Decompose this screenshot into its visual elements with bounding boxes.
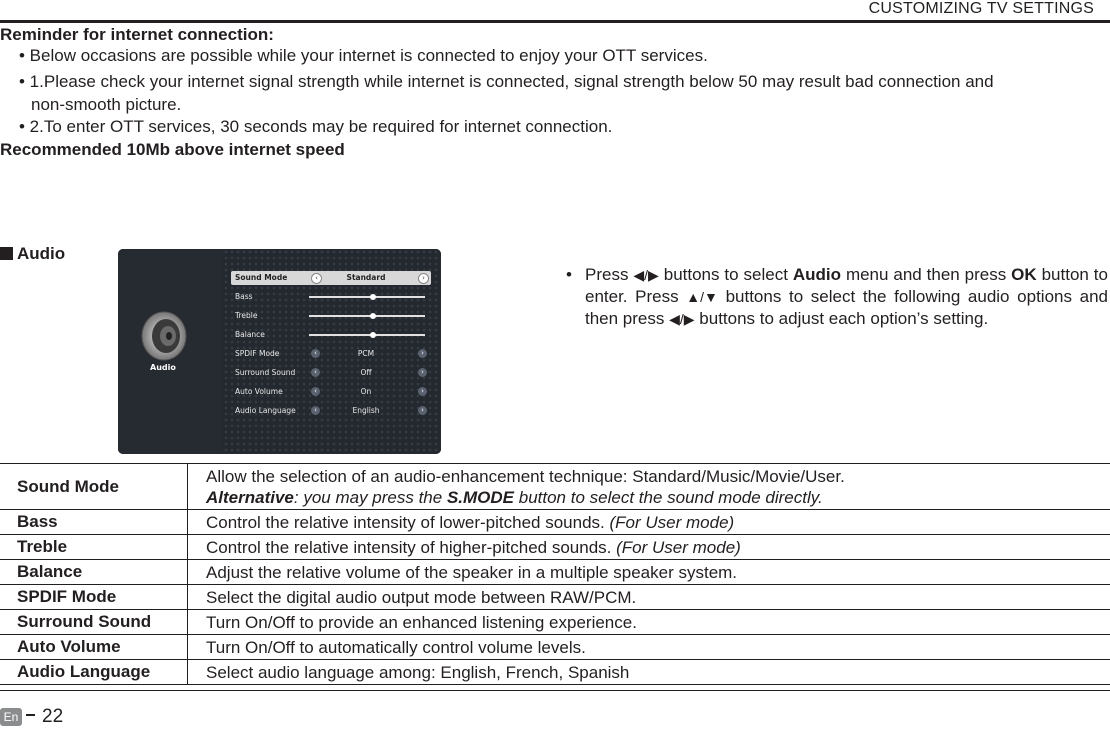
table-row — [0, 560, 1110, 585]
description-note: (For User mode) — [616, 537, 741, 557]
left-right-arrows-icon: ◀/▶ — [633, 267, 659, 283]
chevron-left-icon[interactable]: ‹ — [311, 406, 320, 415]
language-badge: En — [0, 708, 22, 726]
tv-menu-row-value: PCM — [357, 349, 375, 358]
section-title: CUSTOMIZING TV SETTINGS — [868, 0, 1094, 17]
reminder-heading: Reminder for internet connection: — [0, 25, 274, 44]
tv-menu-row[interactable] — [231, 347, 431, 361]
chevron-right-icon[interactable]: › — [418, 387, 427, 396]
table-row — [0, 635, 1110, 660]
tv-menu-row-value: English — [352, 406, 380, 415]
option-name: Audio Language — [0, 660, 188, 685]
chevron-left-icon[interactable]: ‹ — [311, 349, 320, 358]
page-dash — [26, 714, 35, 716]
description-text: Control the relative intensity of lower-pitched sounds. — [206, 512, 605, 532]
tv-menu-row-label: Sound Mode — [235, 273, 288, 282]
chevron-left-icon[interactable]: ‹ — [311, 368, 320, 377]
tv-menu-row-value: On — [360, 387, 372, 396]
chevron-left-icon[interactable]: ‹ — [311, 387, 320, 396]
tv-menu-row-label: Surround Sound — [235, 368, 296, 377]
description-text: Control the relative intensity of higher-pitched sounds. — [206, 537, 612, 557]
instr-press: Press — [585, 265, 629, 284]
up-down-arrows-icon: ▲/▼ — [686, 289, 718, 305]
smode-key: S.MODE — [446, 487, 515, 507]
bottom-divider — [0, 690, 1110, 691]
option-name: Treble — [0, 535, 188, 560]
tv-menu-row[interactable] — [231, 385, 431, 399]
instr-audio: Audio — [792, 265, 842, 284]
tv-menu-row-label: SPDIF Mode — [235, 349, 280, 358]
tv-menu-row[interactable] — [231, 290, 431, 304]
table-row — [0, 610, 1110, 635]
option-name: Sound Mode — [0, 464, 188, 510]
option-description — [188, 510, 1110, 535]
option-description — [188, 464, 1110, 510]
reminder-bullet-continued: non-smooth picture. — [31, 95, 182, 114]
chevron-right-icon[interactable]: › — [418, 273, 429, 284]
tv-menu-screenshot — [118, 249, 441, 454]
audio-heading-label: Audio — [17, 244, 66, 263]
page-number: 22 — [42, 706, 64, 727]
chevron-right-icon[interactable]: › — [418, 349, 427, 358]
alternative-line — [206, 487, 1110, 508]
instruction-text — [585, 264, 1108, 330]
tv-menu-row[interactable] — [231, 366, 431, 380]
instr-text: button to enter. Press — [585, 265, 1108, 306]
option-name: Bass — [0, 510, 188, 535]
chevron-right-icon[interactable]: › — [418, 406, 427, 415]
slider-knob[interactable] — [370, 313, 376, 319]
option-name: Auto Volume — [0, 635, 188, 660]
tv-menu-row-label: Treble — [235, 311, 258, 320]
tv-menu-row[interactable] — [231, 328, 431, 342]
option-description: Turn On/Off to automatically control volume levels. — [188, 635, 1110, 660]
option-name: Balance — [0, 560, 188, 585]
reminder-bullet: • 2.To enter OTT services, 30 seconds may be required for internet connection. — [19, 117, 613, 136]
left-right-arrows-icon: ◀/▶ — [669, 311, 695, 327]
tv-menu-slider[interactable] — [309, 315, 425, 317]
instr-text: menu and then press — [845, 265, 1007, 284]
tv-menu-row-label: Bass — [235, 292, 253, 301]
tv-menu-row-label: Balance — [235, 330, 265, 339]
option-description: Select the digital audio output mode between RAW/PCM. — [188, 585, 1110, 610]
tv-menu-row[interactable] — [231, 271, 431, 285]
instr-ok: OK — [1011, 265, 1037, 284]
description-note: (For User mode) — [609, 512, 735, 532]
reminder-bullet: • 1.Please check your internet signal strength while internet is connected, signal strength below 50 may result bad connection and — [19, 72, 994, 91]
recommendation-text: Recommended 10Mb above internet speed — [0, 140, 345, 159]
reminder-bullet: • Below occasions are possible while your internet is connected to enjoy your OTT services. — [19, 46, 708, 65]
tv-menu-slider[interactable] — [309, 296, 425, 298]
chevron-right-icon[interactable]: › — [418, 368, 427, 377]
audio-options-table — [0, 463, 1110, 685]
table-row — [0, 510, 1110, 535]
option-description: Adjust the relative volume of the speaker in a multiple speaker system. — [188, 560, 1110, 585]
description-line: Allow the selection of an audio-enhancement technique: Standard/Music/Movie/User. — [206, 466, 845, 486]
option-name: Surround Sound — [0, 610, 188, 635]
option-name: SPDIF Mode — [0, 585, 188, 610]
table-row — [0, 585, 1110, 610]
instr-text: buttons to adjust each option’s setting. — [699, 309, 989, 328]
alternative-text: button to select the sound mode directly. — [514, 487, 823, 507]
chevron-left-icon[interactable]: ‹ — [311, 273, 322, 284]
tv-menu-row[interactable] — [231, 404, 431, 418]
option-description — [188, 535, 1110, 560]
option-description: Turn On/Off to provide an enhanced listening experience. — [188, 610, 1110, 635]
tv-menu-row[interactable] — [231, 309, 431, 323]
instruction-bullet: • — [566, 265, 572, 284]
instr-text: buttons to select — [663, 265, 788, 284]
alternative-label: Alternative — [206, 487, 294, 507]
tv-menu-row-value: Off — [360, 368, 372, 377]
slider-knob[interactable] — [370, 294, 376, 300]
option-description: Select audio language among: English, French, Spanish — [188, 660, 1110, 685]
top-divider — [0, 20, 1110, 23]
alternative-text: : you may press the — [293, 487, 447, 507]
tv-menu-row-label: Auto Volume — [235, 387, 283, 396]
tv-menu-row-label: Audio Language — [235, 406, 296, 415]
tv-menu-slider[interactable] — [309, 334, 425, 336]
table-row — [0, 660, 1110, 685]
audio-heading — [0, 244, 65, 264]
speaker-icon — [138, 309, 194, 361]
tv-audio-label: Audio — [150, 363, 176, 372]
slider-knob[interactable] — [370, 332, 376, 338]
tv-menu-row-value: Standard — [346, 273, 386, 282]
instr-text: buttons to select the following audio options and then press — [585, 287, 1108, 328]
tv-menu-sidebar — [118, 249, 223, 454]
table-row — [0, 535, 1110, 560]
square-bullet-icon — [0, 247, 13, 260]
table-row — [0, 464, 1110, 510]
